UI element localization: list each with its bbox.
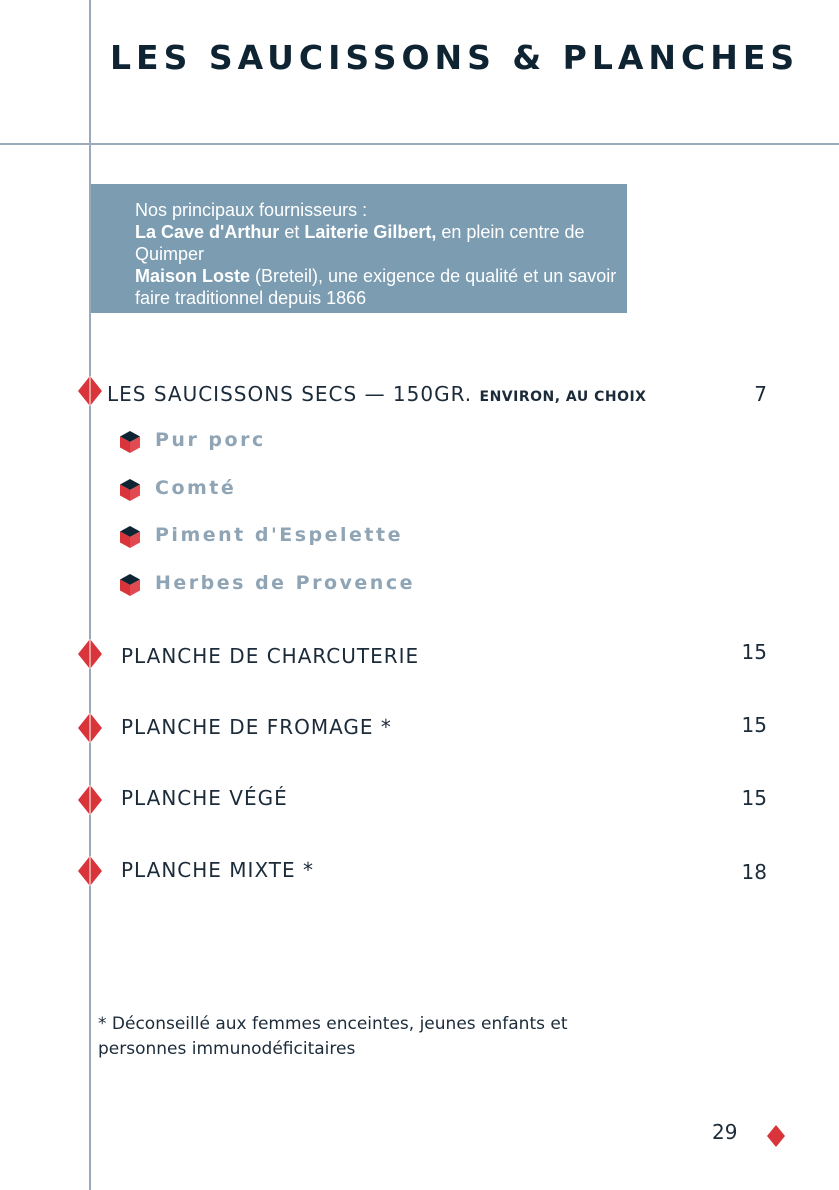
menu-item-name: PLANCHE DE CHARCUTERIE [121,644,420,668]
cube-icon [120,431,140,453]
page-number: 29 [712,1120,738,1144]
menu-item-saucissons-price: 7 [754,382,767,406]
red-diamond-icon [78,785,102,815]
menu-item-name: PLANCHE MIXTE * [121,858,315,882]
supplier-cave-arthur: La Cave d'Arthur [135,222,280,242]
cube-icon [120,479,140,501]
cube-icon [120,526,140,548]
suppliers-line-1-connector: et [279,222,305,242]
variant-label: Pur porc [155,429,266,451]
supplier-maison-loste: Maison Loste [135,266,251,286]
menu-item-price: 15 [741,640,767,664]
red-diamond-icon [78,856,102,886]
menu-item-saucissons-name: LES SAUCISSONS SECS — 150GR. [107,382,473,406]
cube-icon [120,574,140,596]
suppliers-line-1 [135,221,617,265]
suppliers-intro: Nos principaux fournisseurs : [135,200,368,220]
red-diamond-icon [78,713,102,743]
menu-item-name: PLANCHE VÉGÉ [121,786,288,810]
variant-label: Comté [155,477,237,499]
suppliers-line-2 [135,265,617,309]
red-diamond-icon [78,639,102,669]
menu-item-price: 18 [741,860,767,884]
menu-item-saucissons [107,382,646,406]
footnote: * Déconseillé aux femmes enceintes, jeunes enfants et personnes immunodéficitaires [98,1014,568,1059]
suppliers-box [91,184,627,313]
variant-label: Piment d'Espelette [155,524,403,546]
page-title: LES SAUCISSONS & PLANCHES [110,38,800,77]
menu-item-price: 15 [741,713,767,737]
red-diamond-icon [78,376,102,406]
suppliers-line-1-rest: en plein centre de Quimper [135,222,585,264]
variant-label: Herbes de Provence [155,572,415,594]
menu-item-saucissons-note: ENVIRON, AU CHOIX [479,389,647,405]
header-rule [0,143,839,145]
supplier-laiterie-gilbert: Laiterie Gilbert, [304,222,437,242]
vertical-rule [89,0,91,1190]
menu-item-name: PLANCHE DE FROMAGE * [121,715,392,739]
red-diamond-icon [767,1125,785,1147]
menu-item-price: 15 [741,786,767,810]
suppliers-line-2-rest: (Breteil), une exigence de qualité et un savoir faire traditionnel depuis 1866 [135,266,617,308]
